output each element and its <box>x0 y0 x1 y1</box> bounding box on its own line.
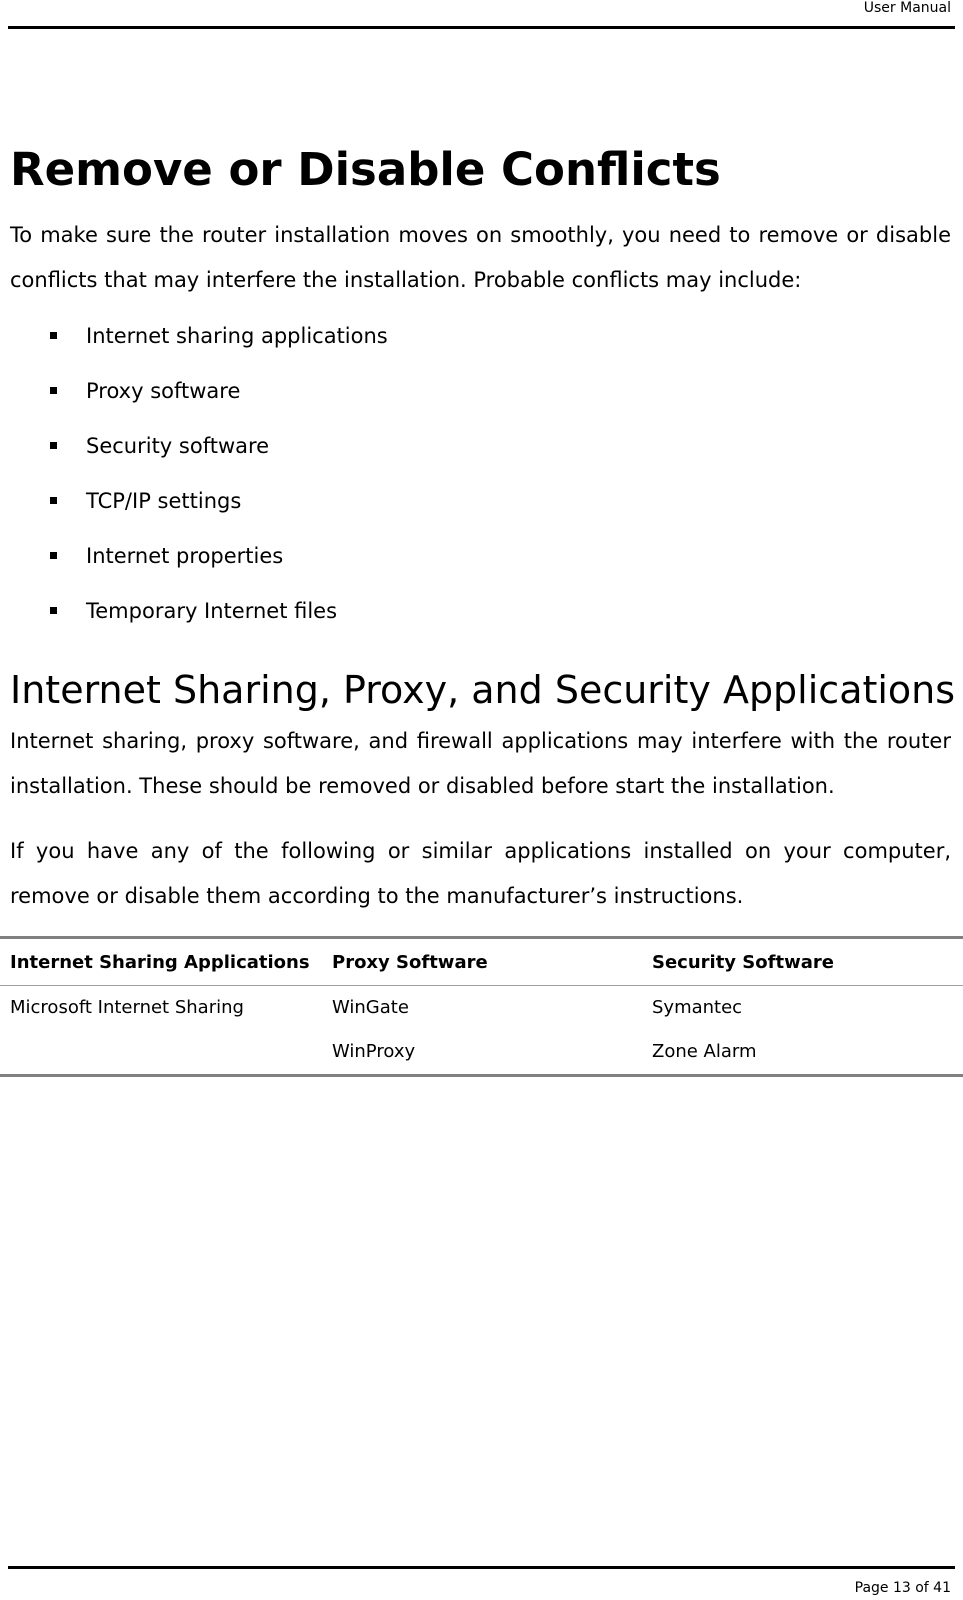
square-bullet-icon <box>50 497 57 504</box>
list-item <box>0 371 388 426</box>
list-item <box>0 316 388 371</box>
conflict-list <box>0 316 388 646</box>
square-bullet-icon <box>50 332 57 339</box>
table-row <box>0 986 963 1030</box>
table-bottom-border <box>0 1074 963 1077</box>
list-item-label: Internet properties <box>86 544 284 568</box>
column-header-security: Security Software <box>652 952 834 973</box>
table-cell: WinProxy <box>332 1041 416 1062</box>
list-item <box>0 536 388 591</box>
list-item-label: Internet sharing applications <box>86 324 388 348</box>
table-cell: Microsoft Internet Sharing <box>10 997 244 1018</box>
list-item <box>0 426 388 481</box>
list-item <box>0 591 388 646</box>
square-bullet-icon <box>50 607 57 614</box>
list-item-label: Proxy software <box>86 379 241 403</box>
table-cell: Zone Alarm <box>652 1041 757 1062</box>
column-header-sharing: Internet Sharing Applications <box>10 952 310 973</box>
square-bullet-icon <box>50 552 57 559</box>
square-bullet-icon <box>50 442 57 449</box>
applications-table <box>0 936 963 1077</box>
list-item <box>0 481 388 536</box>
list-item-label: Security software <box>86 434 270 458</box>
column-header-proxy: Proxy Software <box>332 952 488 973</box>
list-item-label: TCP/IP settings <box>86 489 242 513</box>
table-body <box>0 986 963 1074</box>
table-row <box>0 1030 963 1074</box>
footer-divider <box>8 1566 955 1569</box>
table-cell: Symantec <box>652 997 743 1018</box>
list-item-label: Temporary Internet files <box>86 599 338 623</box>
header-divider <box>8 26 955 29</box>
table-cell: WinGate <box>332 997 409 1018</box>
intro-paragraph: To make sure the router installation moves on smoothly, you need to remove or disable conflicts that may interfere the installation. Probable conflicts may include: <box>10 223 951 292</box>
section-heading-remove-conflicts: Remove or Disable Conflicts <box>10 143 721 196</box>
square-bullet-icon <box>50 387 57 394</box>
table-header-row <box>0 939 963 985</box>
document-title: User Manual <box>863 0 951 16</box>
page-number: Page 13 of 41 <box>854 1580 951 1596</box>
body-paragraph-instructions: If you have any of the following or similar applications installed on your computer, remove or disable them according to the manufacturer’s instructions. <box>10 839 951 908</box>
body-paragraph-interference: Internet sharing, proxy software, and firewall applications may interfere with the router installation. These should be removed or disabled before start the installation. <box>10 729 951 798</box>
section-heading-sharing-proxy-security: Internet Sharing, Proxy, and Security Applications <box>10 668 956 712</box>
